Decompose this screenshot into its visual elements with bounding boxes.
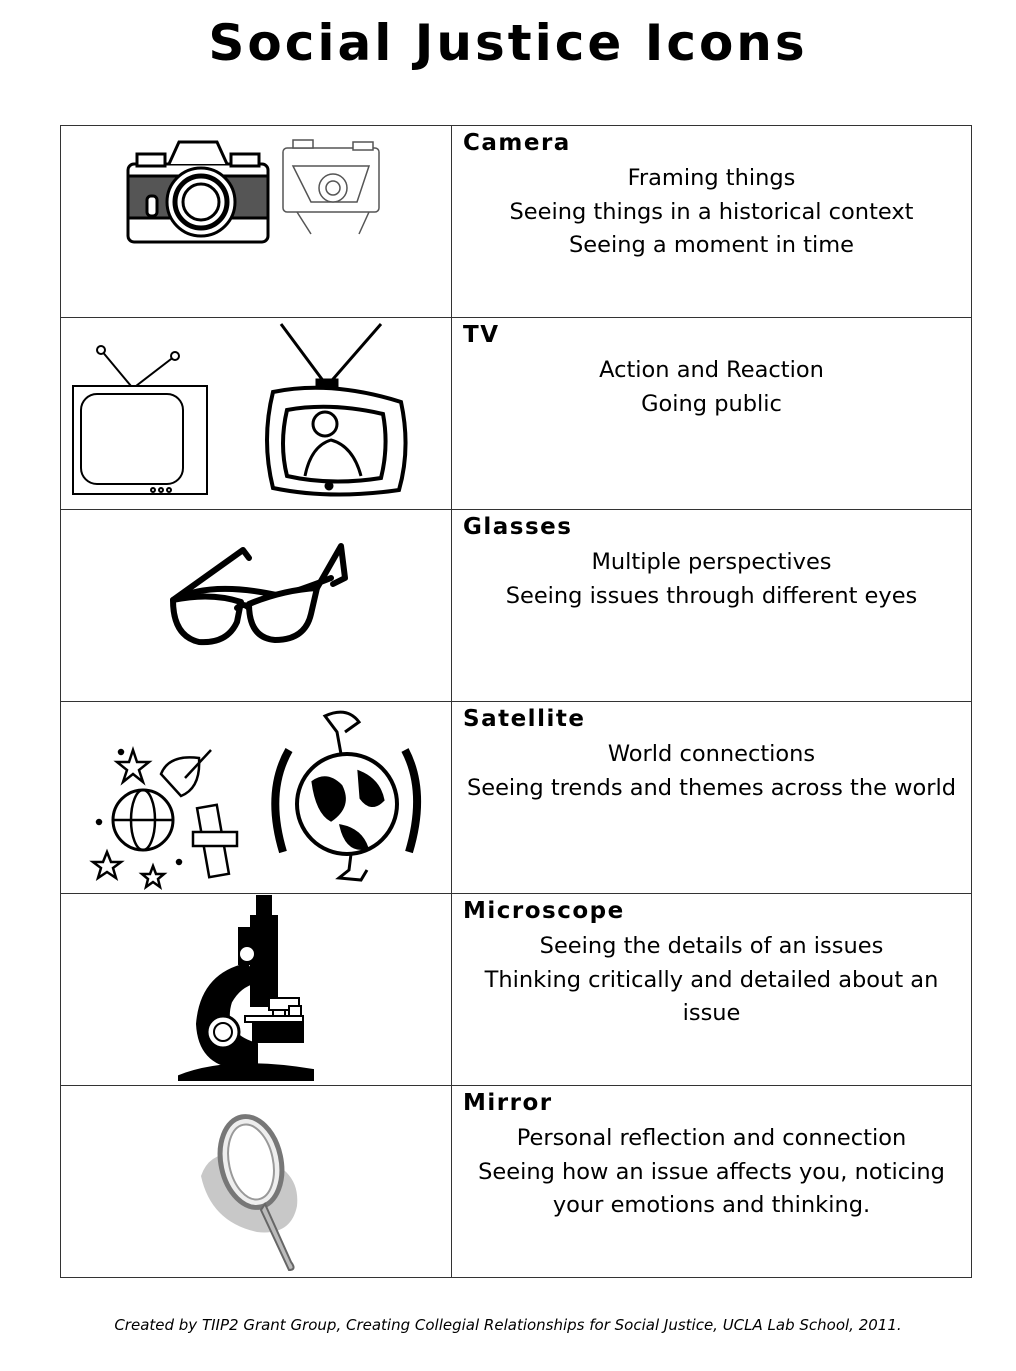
- description-line: Multiple perspectives: [591, 549, 832, 575]
- row-name: Satellite: [463, 706, 586, 732]
- description-line: Seeing things in a historical context: [509, 198, 914, 225]
- description-line: World connections: [607, 741, 816, 767]
- row-name: Glasses: [463, 514, 573, 540]
- description-line: Seeing a moment in time: [568, 232, 855, 258]
- footer-credit: Created by TIIP2 Grant Group, Creating Collegial Relationships for Social Justice, UCLA Lab School, 2011.: [114, 1316, 902, 1334]
- globe-satellite-icon: [61, 702, 451, 893]
- row-name: Camera: [463, 130, 571, 156]
- glasses-icon: [61, 510, 451, 701]
- microscope-icon: [61, 894, 451, 1085]
- description-line: issue: [682, 1000, 741, 1026]
- icon-cell: [61, 126, 452, 318]
- icon-cell: [61, 702, 452, 894]
- text-cell: [452, 894, 972, 1086]
- text-cell: [452, 702, 972, 894]
- description-line: Action and Reaction: [599, 357, 824, 383]
- table-row: [61, 702, 972, 894]
- hand-mirror-icon: [61, 1086, 451, 1277]
- description-line: Thinking critically and detailed about an: [484, 966, 939, 993]
- table-row: [61, 894, 972, 1086]
- retro-tv-icon: [61, 318, 451, 509]
- row-name: TV: [463, 322, 500, 348]
- description-line: Framing things: [627, 165, 796, 191]
- row-description: [452, 930, 971, 1031]
- table-row: [61, 126, 972, 318]
- icon-cell: [61, 510, 452, 702]
- table-row: [61, 510, 972, 702]
- row-name: Microscope: [463, 898, 625, 924]
- icons-table: [60, 125, 972, 1278]
- description-line: your emotions and thinking.: [552, 1192, 871, 1218]
- row-description: [452, 354, 971, 421]
- description-line: Going public: [641, 390, 782, 417]
- description-line: Seeing the details of an issues: [539, 933, 884, 959]
- row-description: [452, 162, 971, 263]
- table-row: [61, 318, 972, 510]
- page-title: Social Justice Icons: [208, 14, 808, 72]
- text-cell: [452, 126, 972, 318]
- row-description: [452, 738, 971, 805]
- description-line: Seeing how an issue affects you, noticing: [478, 1158, 945, 1185]
- row-description: [452, 546, 971, 613]
- row-description: [452, 1122, 971, 1223]
- text-cell: [452, 510, 972, 702]
- icon-cell: [61, 894, 452, 1086]
- icon-cell: [61, 1086, 452, 1278]
- table-row: [61, 1086, 972, 1278]
- row-name: Mirror: [463, 1090, 553, 1116]
- text-cell: [452, 1086, 972, 1278]
- description-line: Seeing issues through different eyes: [505, 582, 918, 609]
- vintage-camera-icon: [61, 126, 451, 317]
- text-cell: [452, 318, 972, 510]
- icon-cell: [61, 318, 452, 510]
- description-line: Seeing trends and themes across the world: [466, 774, 957, 801]
- description-line: Personal reflection and connection: [516, 1125, 907, 1151]
